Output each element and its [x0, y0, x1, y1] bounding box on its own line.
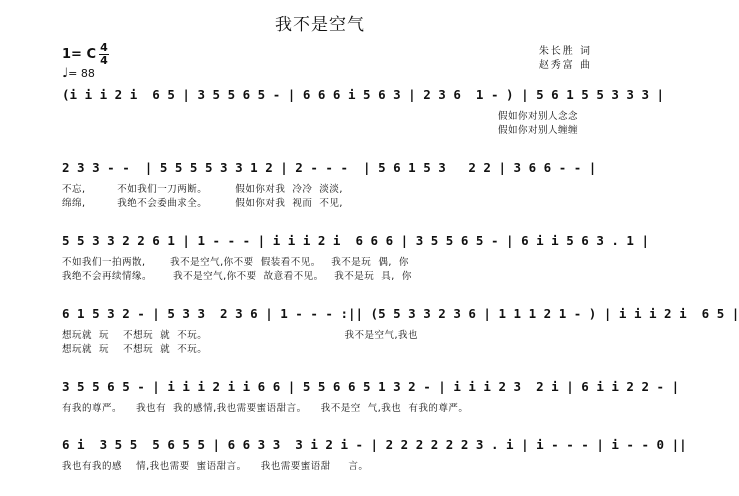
song-title: 我不是空气	[275, 15, 365, 35]
quarter-note-icon: ♩	[62, 66, 69, 81]
lyricist-credit: 朱长胜 词	[538, 46, 592, 57]
lyric-verse-1: 有我的尊严。 我也有 我的感情,我也需要蜜语甜言。 我不是空 气,我也 有我的尊严。	[62, 403, 469, 414]
lyric-verse-2: 绵绵, 我绝不会委曲求全。 假如你对我 视而 不见,	[62, 198, 343, 209]
lyric-verse-2: 假如你对别人缠缠	[497, 125, 578, 136]
notation-line: 2 3 3 - - | 5 5 5 5 3 3 1 2 | 2 - - - | 5 6 1 5 3 2 2 | 3 6 6 - - |	[62, 160, 597, 175]
lyric-verse-2: 我绝不会再续情缘。 我不是空气,你不要 故意看不见。 我不是玩 具, 你	[62, 271, 412, 282]
key-signature: 1= C	[62, 47, 97, 62]
time-signature-top: 4	[100, 41, 108, 54]
notation-line: 6 1 5 3 2 - | 5 3 3 2 3 6 | 1 - - - :|| (5 5 3 3 2 3 6 | 1 1 1 2 1 - ) | i i i 2 i 6 5 |	[62, 306, 739, 321]
tempo-value: = 88	[68, 67, 95, 80]
composer-credit: 赵秀富 曲	[538, 60, 592, 71]
notation-line: 6 i 3 5 5 5 6 5 5 | 6 6 3 3 3 i 2 i - | 2 2 2 2 2 2 3 . i | i - - - | i - - 0 ||	[62, 437, 687, 452]
tempo-marking	[62, 66, 95, 81]
notation-line: 3 5 5 6 5 - | i i i 2 i i 6 6 | 5 5 6 6 5 1 3 2 - | i i i 2 3 2 i | 6 i i 2 2 - |	[62, 379, 680, 394]
lyric-verse-1: 假如你对别人念念	[497, 111, 578, 122]
notation-line: 5 5 3 3 2 2 6 1 | 1 - - - | i i i 2 i 6 6 6 | 3 5 5 6 5 - | 6 i i 5 6 3 . 1 |	[62, 233, 649, 248]
lyric-verse-1: 想玩就 玩 不想玩 就 不玩。 我不是空气,我也	[62, 330, 418, 341]
time-signature	[99, 43, 109, 66]
time-signature-bottom: 4	[100, 54, 108, 67]
lyric-verse-2: 想玩就 玩 不想玩 就 不玩。	[62, 344, 208, 355]
lyric-verse-1: 不忘, 不如我们一刀两断。 假如你对我 冷冷 淡淡,	[62, 184, 343, 195]
lyric-verse-1: 我也有我的感 情,我也需要 蜜语甜言。 我也需要蜜语甜 言。	[62, 461, 369, 472]
notation-line: (i i i 2 i 6 5 | 3 5 5 6 5 - | 6 6 6 i 5 6 3 | 2 3 6 1 - ) | 5 6 1 5 5 3 3 3 |	[62, 87, 665, 102]
lyric-verse-1: 不如我们一拍两散, 我不是空气,你不要 假装看不见。 我不是玩 偶, 你	[62, 257, 409, 268]
